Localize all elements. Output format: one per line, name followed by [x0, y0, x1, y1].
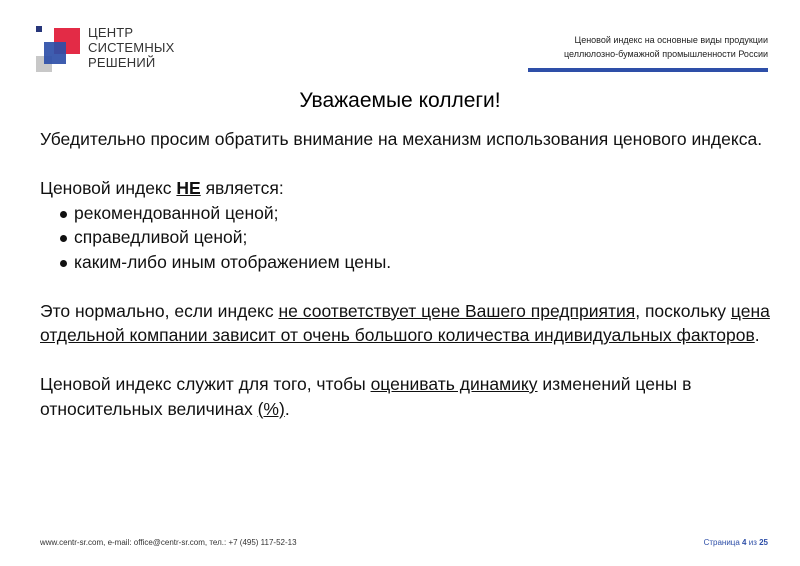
purpose-text-1: Ценовой индекс служит для того, чтобы — [40, 374, 371, 394]
list-item: рекомендованной ценой; — [60, 201, 770, 226]
purpose-underline-2: (%) — [257, 398, 285, 419]
header-title-line1: Ценовой индекс на основные виды продукции — [574, 35, 768, 45]
page-label: Страница — [703, 538, 743, 547]
header-title-line2: целлюлозно-бумажной промышленности России — [563, 49, 768, 59]
paragraph-intro: Убедительно просим обратить внимание на механизм использования ценового индекса. — [40, 129, 763, 149]
normal-text-3: . — [754, 325, 760, 345]
normal-underline-2: цена отдельной компании зависит от очень большого количества индивидуальных факторов — [40, 300, 770, 345]
logo-line1: ЦЕНТР — [88, 25, 134, 40]
is-not-emphasis: НЕ — [176, 178, 201, 198]
normal-text-1: Это нормально, если индекс — [40, 300, 279, 321]
page-number — [704, 538, 768, 547]
logo-mark-icon — [36, 26, 82, 74]
header-accent-bar — [528, 68, 768, 72]
logo-line2: СИСТЕМНЫХ — [88, 40, 175, 55]
purpose-text-3: . — [284, 398, 290, 419]
page-current: 4 — [742, 538, 747, 547]
is-not-tail: является: — [200, 178, 284, 198]
paragraph-normal — [40, 299, 770, 348]
page-title: Уважаемые коллеги! — [299, 89, 501, 112]
normal-text-2: , поскольку — [635, 300, 731, 321]
paragraph-is-not — [40, 176, 770, 201]
company-logo — [36, 26, 186, 76]
is-not-list — [40, 201, 770, 275]
page-of: из — [746, 538, 760, 547]
is-not-lead: Ценовой индекс — [40, 178, 177, 198]
document-header-title — [508, 33, 768, 61]
normal-underline-1: не соответствует цене Вашего предприятия — [278, 300, 636, 321]
main-content — [40, 127, 770, 421]
purpose-underline-1: оценивать динамику — [370, 374, 538, 394]
list-item: каким-либо иным отображением цены. — [60, 250, 770, 275]
list-item: справедливой ценой; — [60, 225, 770, 250]
paragraph-purpose — [40, 372, 770, 421]
logo-line3: РЕШЕНИЙ — [88, 55, 156, 70]
purpose-text-2: изменений цены в относительных величинах — [40, 374, 692, 419]
logo-text — [88, 25, 175, 70]
footer-contacts: www.centr-sr.com, e-mail: office@centr-sr.com, тел.: +7 (495) 117-52-13 — [40, 538, 297, 547]
page-total: 25 — [759, 538, 768, 547]
